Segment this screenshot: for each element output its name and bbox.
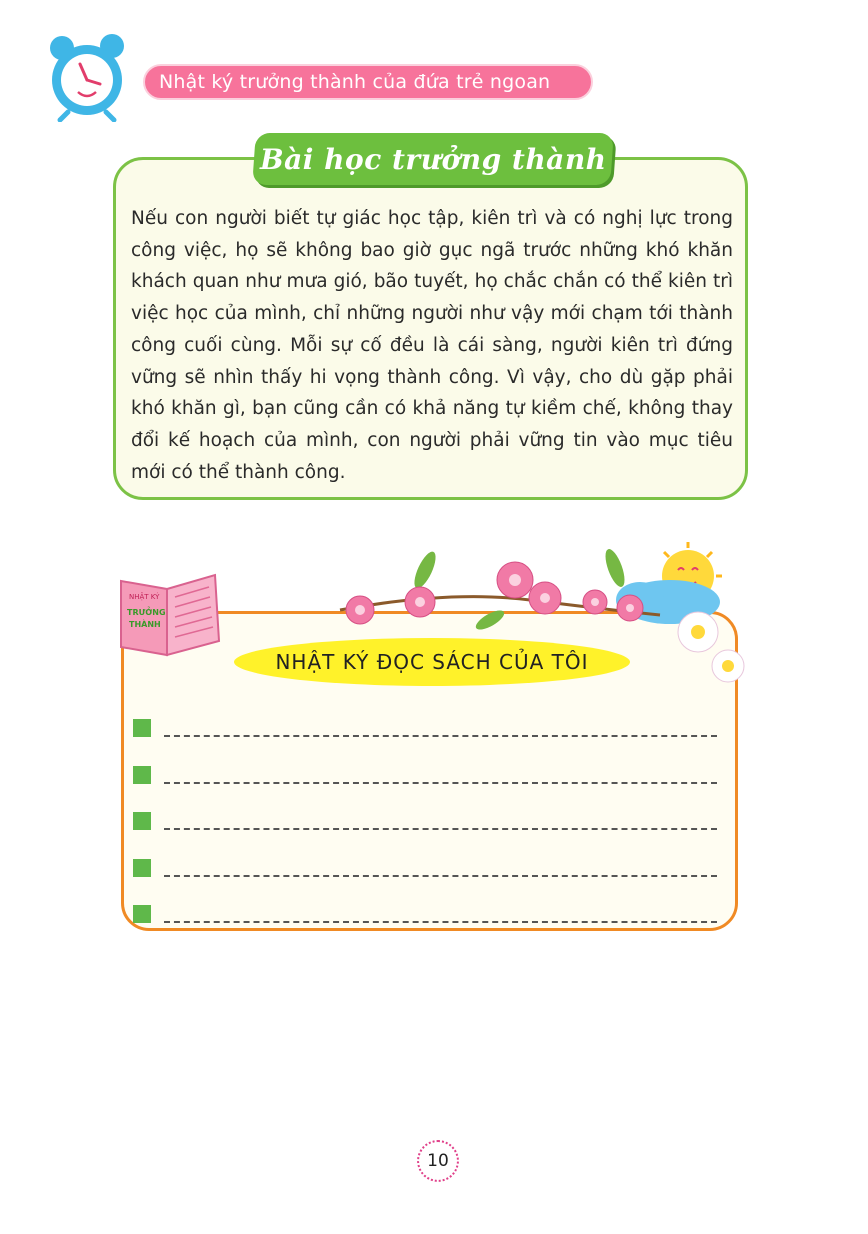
writing-line[interactable] <box>133 891 723 938</box>
header-banner <box>143 64 593 100</box>
diary-title-banner <box>234 638 630 686</box>
dashed-line <box>164 828 717 830</box>
writing-line[interactable] <box>133 798 723 845</box>
writing-lines <box>133 705 723 938</box>
book-cover-line-1: NHẬT KÝ <box>129 593 160 601</box>
bullet-square <box>133 905 151 923</box>
page-number: 10 <box>417 1140 459 1182</box>
lesson-text: Nếu con người biết tự giác học tập, kiên trì và có nghị lực trong công việc, họ sẽ không bao giờ gục ngã trước những khó khăn khách quan như mưa gió, bão tuyết, họ chắc chắn có thể kiên trì việc học của mình, chỉ những người như vậy mới chạm tới thành công cuối cùng. Mỗi sự cố đều là cái sàng, người kiên trì đứng vững sẽ nhìn thấy hi vọng thành công. Vì vậy, cho dù gặp phải khó khăn gì, bạn cũng cần có khả năng tự kiềm chế, không thay đổi kế hoạch của mình, con người phải vững tin vào mục tiêu mới có thể thành công. <box>131 208 733 483</box>
bullet-square <box>133 859 151 877</box>
dashed-line <box>164 875 717 877</box>
writing-line[interactable] <box>133 845 723 892</box>
bullet-square <box>133 719 151 737</box>
writing-line[interactable] <box>133 705 723 752</box>
lesson-tag <box>252 133 614 185</box>
dashed-line <box>164 782 717 784</box>
writing-line[interactable] <box>133 752 723 799</box>
book-icon <box>115 567 223 662</box>
bullet-square <box>133 812 151 830</box>
lesson-tag-label: Bài học trưởng thành <box>259 142 607 176</box>
header-title: Nhật ký trưởng thành của đứa trẻ ngoan <box>159 71 551 93</box>
alarm-clock-icon <box>40 30 132 122</box>
dashed-line <box>164 735 717 737</box>
diary-title: NHẬT KÝ ĐỌC SÁCH CỦA TÔI <box>275 650 589 674</box>
book-cover-line-2: TRƯỞNG <box>127 608 166 617</box>
dashed-line <box>164 921 717 923</box>
book-cover-line-3: THÀNH <box>129 620 161 629</box>
bullet-square <box>133 766 151 784</box>
